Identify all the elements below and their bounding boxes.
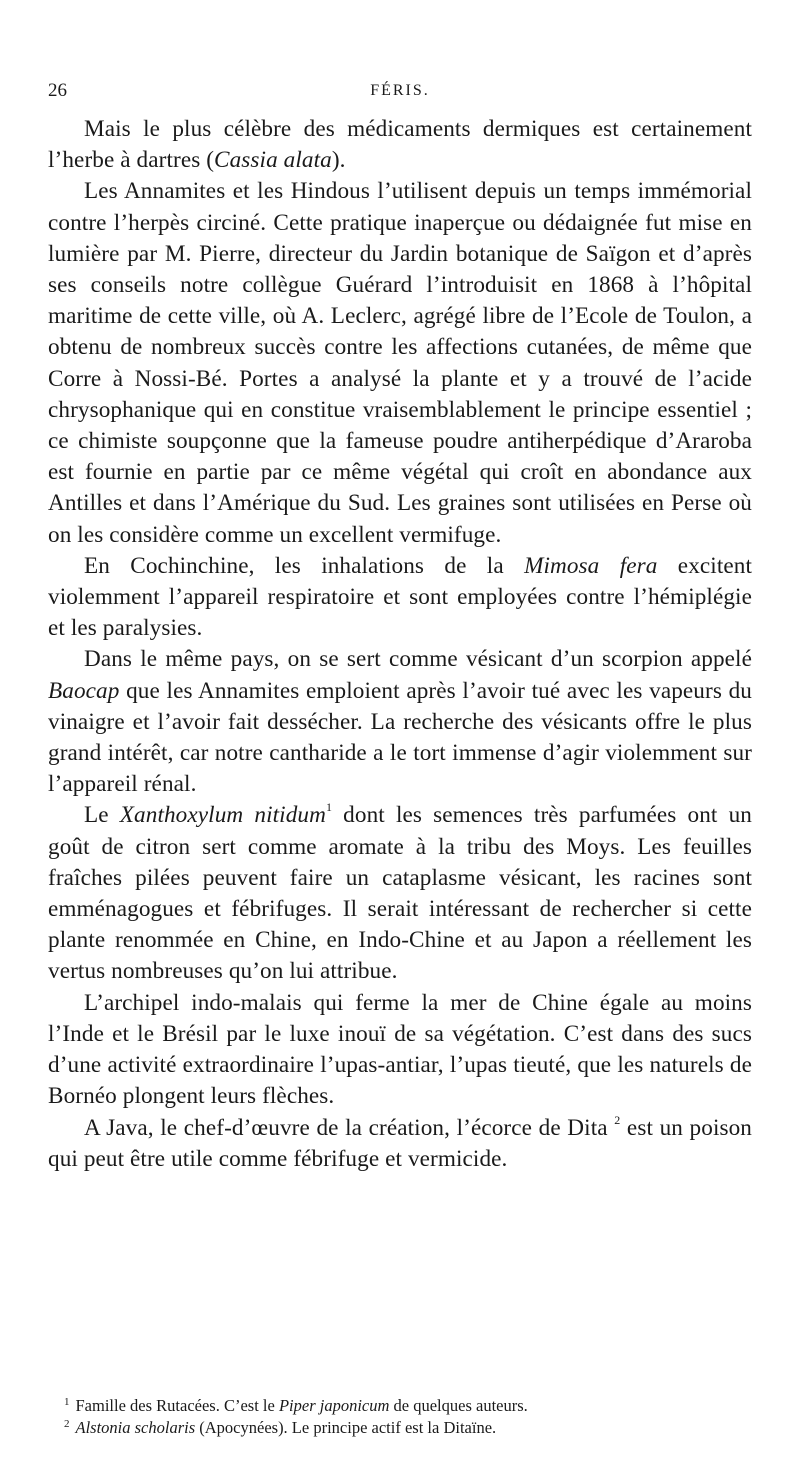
text-run: Les Annamites et les Hindous l’utilisent depuis un temps immémorial contre l’herpès circiné. Cette pratique inaperçue ou dédaignée fut mise en lumière par M. Pierre, directeur du Jardin botanique de Saïgon et d’après ses conseils notre collègue Guérard l’introduisit en 1868 à l’hôpital maritime de cette ville, où A. Leclerc, agrégé libre de l’Ecole de Toulon, a obtenu de nombreux succès contre les affections cutanées, de même que Corre à Nossi-Bé. Portes a analysé la plante et y a trouvé de l’acide chrysophanique qui en constitue vraisemblablement le principe essentiel ; ce chimiste soupçonne que la fameuse poudre antiherpédique d’Araroba est fournie en partie par ce même végétal qui croît en abondance aux Antilles et dans l’Amérique du Sud. Les graines sont utilisées en Perse où on les considère comme un excellent vermifuge.	[48, 178, 752, 548]
text-run: L’archipel indo-malais qui ferme la mer de Chine égale au moins l’Inde et le Brésil par le luxe inouï de sa végétation. C’est dans des sucs d’une activité extraordinaire l’upas-antiar, l’upas tieuté, que les naturels de Bornéo plongent leurs flèches.	[48, 989, 752, 1110]
footnote	[48, 1417, 752, 1439]
footnote-reference[interactable]: 1	[325, 800, 333, 815]
text-run: excitent violemment l’appareil respiratoire et sont employées contre l’hémiplégie et les paralysies.	[48, 552, 752, 642]
text-run: Le	[84, 802, 120, 829]
italic-term: Piper japonicum	[278, 1396, 390, 1415]
text-run: (Apocynées). Le principe actif est la Ditaïne.	[195, 1418, 497, 1437]
footnote	[48, 1395, 752, 1417]
italic-term: Baocap	[48, 677, 120, 704]
italic-term: Mimosa fera	[524, 552, 658, 579]
paragraph	[48, 800, 752, 987]
page-number: 26	[48, 80, 67, 101]
text-run: Famille des Rutacées. C’est le	[75, 1396, 279, 1415]
text-run: Dans le même pays, on se sert comme vésicant d’un scorpion appelé	[84, 646, 752, 673]
body-text	[48, 114, 752, 1175]
page-header	[48, 80, 752, 104]
paragraph	[48, 1113, 752, 1175]
running-title: FÉRIS.	[370, 82, 430, 99]
footnote-mark: 2	[64, 1418, 70, 1430]
paragraph	[48, 114, 752, 176]
text-run: que les Annamites emploient après l’avoir tué avec les vapeurs du vinaigre et l’avoir fait dessécher. La recherche des vésicants offre le plus grand intérêt, car notre cantharide a le tort immense d’agir violemment sur l’appareil rénal.	[48, 677, 752, 798]
text-run: est un poison qui peut être utile comme fébrifuge et vermicide.	[48, 1114, 753, 1172]
text-run: En Cochinchine, les inhalations de la	[84, 552, 525, 579]
paragraph	[48, 644, 752, 800]
text-run: Mais le plus célèbre des médicaments dermiques est certainement l’herbe à dartres (	[48, 116, 752, 174]
text-run: de quelques auteurs.	[389, 1396, 528, 1415]
footnote-mark: 1	[64, 1396, 70, 1408]
paragraph	[48, 176, 752, 550]
italic-term: Xanthoxylum nitidum	[119, 802, 326, 829]
italic-term: Cassia alata	[214, 147, 332, 174]
paragraph	[48, 988, 752, 1113]
text-run: dont les semences très parfumées ont un goût de citron sert comme aromate à la tribu des Moys. Les feuilles fraîches pilées peuvent faire un cataplasme vésicant, les racines sont emménagogues et fébrifuges. Il serait intéressant de rechercher si cette plante renommée en Chine, en Indo-Chine et au Japon a réellement les vertus nombreuses qu’on lui attribue.	[48, 802, 752, 985]
italic-term: Alstonia scholaris	[75, 1418, 196, 1437]
footnotes	[48, 1395, 752, 1439]
paragraph	[48, 551, 752, 645]
text-run: A Java, le chef-d’œuvre de la création, l’écorce de Dita	[84, 1114, 615, 1141]
text-run: ).	[331, 147, 346, 174]
footnote-reference[interactable]: 2	[614, 1112, 621, 1127]
